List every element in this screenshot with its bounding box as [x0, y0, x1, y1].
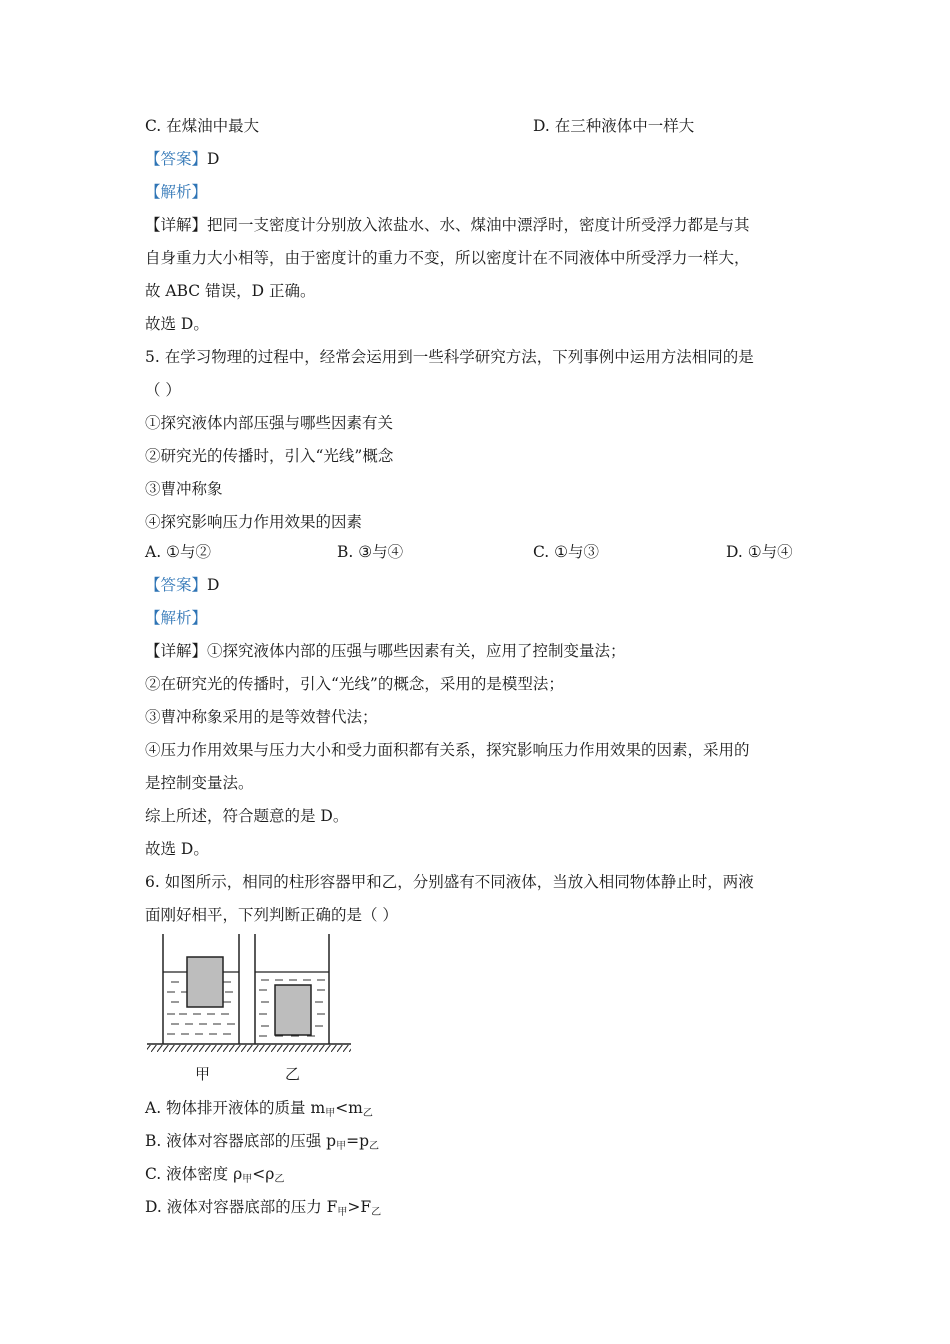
q5-detail-line: ③曹冲称象采用的是等效替代法；	[145, 708, 378, 726]
option-text: B. 液体对容器底部的压强 p	[145, 1132, 337, 1150]
q5-analysis-tag: 【解析】	[145, 609, 208, 627]
q6-option-b	[145, 1130, 379, 1158]
q4-detail-line: 【详解】把同一支密度计分别放入浓盐水、水、煤油中漂浮时，密度计所受浮力都是与其	[145, 216, 750, 234]
option-text: C. 液体密度 ρ	[145, 1165, 243, 1183]
q6-stem: 面刚好相平，下列判断正确的是（ ）	[145, 906, 398, 924]
label-jia: 甲	[195, 1065, 211, 1083]
option-subscript: 乙	[274, 1174, 285, 1185]
q6-option-d	[145, 1196, 381, 1224]
option-text: A. 物体排开液体的质量 m	[145, 1099, 326, 1117]
option-relation: >F	[347, 1198, 372, 1216]
q5-detail-line: 【详解】①探究液体内部的压强与哪些因素有关，应用了控制变量法；	[145, 642, 626, 660]
option-subscript: 甲	[336, 1141, 347, 1152]
q6-option-a	[145, 1097, 373, 1125]
q4-answer	[145, 148, 219, 170]
floating-block	[187, 957, 223, 1007]
option-subscript: 甲	[242, 1174, 253, 1185]
option-subscript: 乙	[362, 1108, 373, 1119]
option-relation: =p	[346, 1132, 370, 1150]
q4-option-c: C. 在煤油中最大	[145, 117, 260, 135]
q4-option-d: D. 在三种液体中一样大	[533, 117, 695, 135]
q5-item: ①探究液体内部压强与哪些因素有关	[145, 414, 394, 432]
q5-detail-line: ④压力作用效果与压力大小和受力面积都有关系，探究影响压力作用效果的因素，采用的	[145, 741, 750, 759]
containers-figure	[145, 932, 355, 1084]
q5-detail-line: 是控制变量法。	[145, 774, 254, 792]
q4-conclusion: 故选 D。	[145, 315, 209, 333]
option-text: D. 液体对容器底部的压力 F	[145, 1198, 338, 1216]
q5-option-b: B. ③与④	[337, 543, 404, 561]
q5-conclusion: 故选 D。	[145, 840, 209, 858]
option-subscript: 甲	[325, 1108, 336, 1119]
q6-option-c	[145, 1163, 284, 1191]
q4-detail-line: 故 ABC 错误，D 正确。	[145, 282, 316, 300]
q5-item: ③曹冲称象	[145, 480, 223, 498]
suspended-block	[275, 985, 311, 1035]
q4-analysis-tag: 【解析】	[145, 183, 208, 201]
option-subscript: 乙	[371, 1207, 382, 1218]
answer-value: D	[207, 150, 220, 168]
q5-summary: 综上所述，符合题意的是 D。	[145, 807, 349, 825]
label-yi: 乙	[285, 1065, 301, 1083]
q4-detail-line: 自身重力大小相等，由于密度计的重力不变，所以密度计在不同液体中所受浮力一样大，	[145, 249, 750, 267]
q5-option-d: D. ①与④	[726, 543, 793, 561]
container-yi	[255, 934, 329, 1044]
q5-item: ④探究影响压力作用效果的因素	[145, 513, 363, 531]
q5-option-c: C. ①与③	[533, 543, 600, 561]
q5-answer	[145, 574, 219, 596]
q5-item: ②研究光的传播时，引入“光线”概念	[145, 447, 394, 465]
q5-detail-line: ②在研究光的传播时，引入“光线”的概念，采用的是模型法；	[145, 675, 564, 693]
q5-stem: 5. 在学习物理的过程中，经常会运用到一些科学研究方法，下列事例中运用方法相同的是	[145, 348, 754, 366]
option-subscript: 乙	[369, 1141, 380, 1152]
answer-value: D	[207, 576, 220, 594]
ground-hatch	[147, 1045, 351, 1052]
option-relation: <ρ	[252, 1165, 275, 1183]
option-relation: <m	[335, 1099, 363, 1117]
option-subscript: 甲	[337, 1207, 348, 1218]
container-jia	[163, 934, 239, 1044]
q5-stem-blank: （ ）	[145, 381, 181, 399]
answer-tag: 【答案】	[145, 576, 208, 594]
q5-option-a: A. ①与②	[145, 543, 211, 561]
answer-tag: 【答案】	[145, 150, 208, 168]
q6-stem: 6. 如图所示，相同的柱形容器甲和乙，分别盛有不同液体，当放入相同物体静止时，两液	[145, 873, 754, 891]
